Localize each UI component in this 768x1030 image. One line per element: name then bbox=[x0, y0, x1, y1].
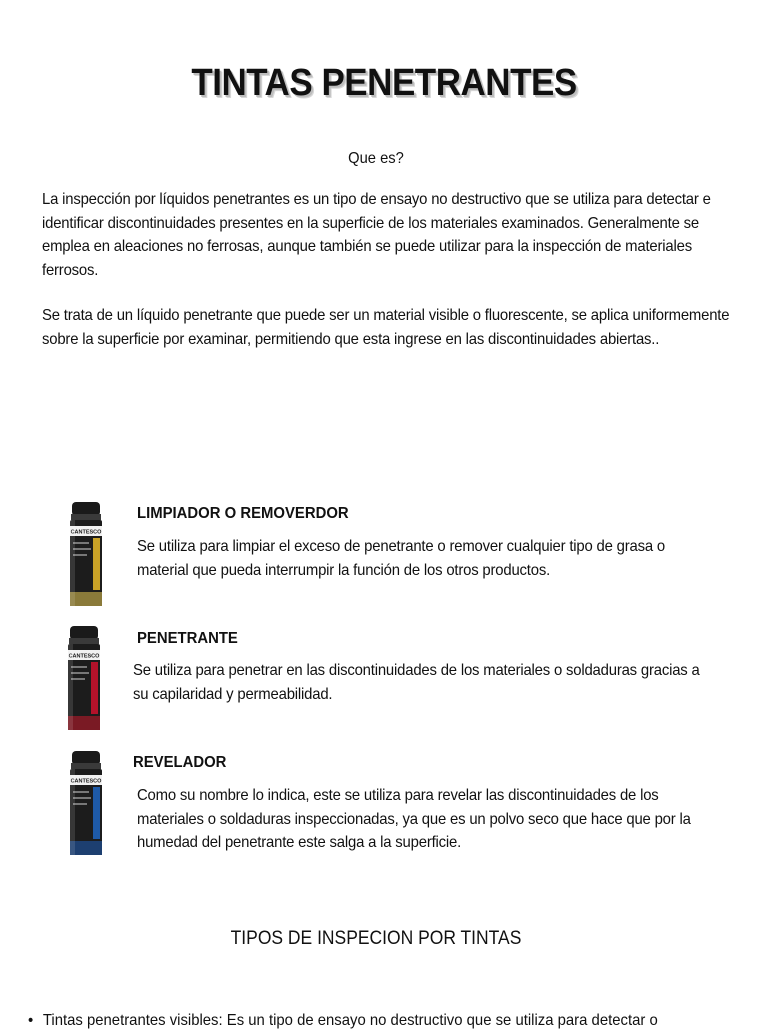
svg-text:CANTESCO: CANTESCO bbox=[70, 778, 102, 785]
product-title: REVELADOR bbox=[133, 754, 227, 771]
product-description: Se utiliza para penetrar en las discontinuidades de los materiales o soldaduras gracias a su capilaridad y permeabilidad. bbox=[133, 662, 700, 703]
svg-text:CANTESCO: CANTESCO bbox=[70, 529, 102, 536]
spray-can-cleaner-icon bbox=[66, 500, 106, 610]
list-item-text: Tintas penetrantes visibles: Es un tipo de ensayo no destructivo que se utiliza para detectar o bbox=[42, 1012, 658, 1029]
svg-text:CANTESCO: CANTESCO bbox=[68, 653, 100, 660]
spray-can-penetrant-icon bbox=[64, 624, 104, 734]
description-paragraph: Se trata de un líquido penetrante que puede ser un material visible o fluorescente, se aplica uniformemente sobre la superficie por examinar, permitiendo que esta ingrese en las discontinuidades abiertas.. bbox=[42, 307, 730, 348]
intro-paragraph: La inspección por líquidos penetrantes es un tipo de ensayo no destructivo que se utiliza para detectar e identificar discontinuidades presentes en la superficie de los materiales examinados. Generalmente se emplea en aleaciones no ferrosas, aunque también se puede utilizar para la inspección de materiales ferrosos. bbox=[42, 191, 711, 279]
product-description: Se utiliza para limpiar el exceso de penetrante o remover cualquier tipo de grasa o material que pueda interrumpir la función de los otros productos. bbox=[137, 538, 665, 579]
product-description: Como su nombre lo indica, este se utiliza para revelar las discontinuidades de los materiales o soldaduras inspeccionadas, ya que es un polvo seco que hace que por la humedad del penetrante este salga a la superficie. bbox=[137, 787, 691, 851]
bullet-icon: • bbox=[28, 1012, 34, 1029]
section-subtitle: Que es? bbox=[348, 150, 404, 167]
list-item bbox=[28, 1012, 735, 1030]
section-heading: TIPOS DE INSPECION POR TINTAS bbox=[230, 928, 522, 949]
product-title: PENETRANTE bbox=[137, 630, 238, 647]
spray-can-developer-icon bbox=[66, 749, 106, 859]
product-title: LIMPIADOR O REMOVERDOR bbox=[137, 505, 349, 522]
page-title: TINTAS PENETRANTES bbox=[191, 62, 577, 104]
